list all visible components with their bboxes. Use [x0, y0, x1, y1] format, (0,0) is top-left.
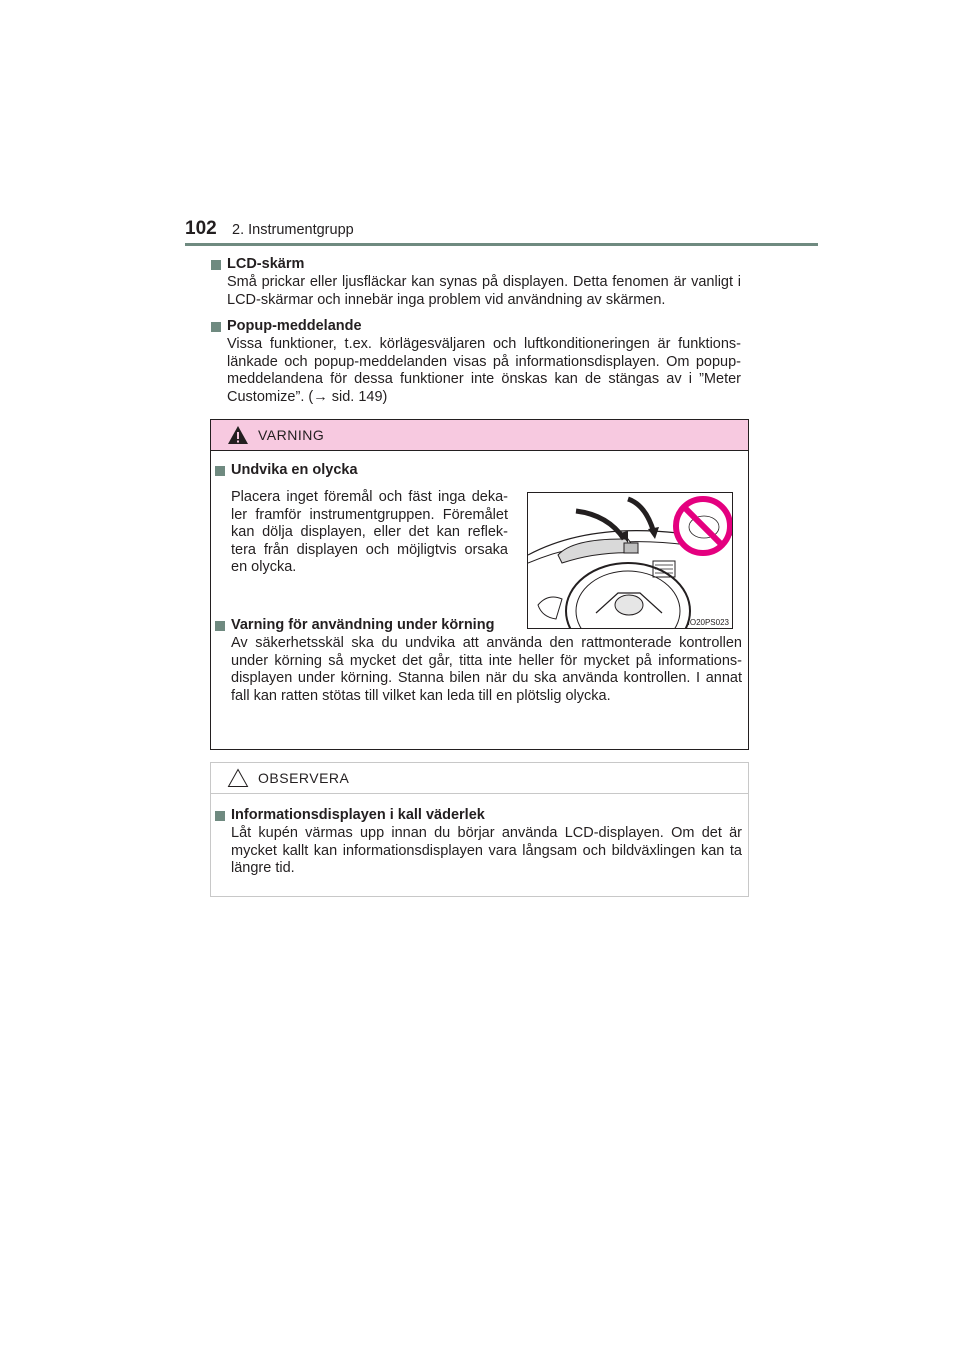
section-title: LCD-skärm	[227, 256, 305, 272]
square-bullet-icon	[211, 260, 221, 270]
section-popup	[211, 317, 741, 406]
warning-label: VARNING	[258, 427, 325, 443]
notice-item-cold	[211, 806, 750, 878]
caution-triangle-icon	[227, 768, 249, 788]
section-body: Små prickar eller ljusfläckar kan synas på displayen. Detta fenomen är vanligt i LCD-skärmar och innebär inga problem vid användning av skärmen.	[227, 274, 741, 308]
section-title: Popup-meddelande	[227, 318, 362, 334]
warning-triangle-icon	[227, 425, 249, 445]
item-title: Undvika en olycka	[231, 462, 358, 478]
section-body: Vissa funktioner, t.ex. körlägesväljaren och luftkonditioneringen är funktions-länkade och popup-meddelanden visas på informationsdisplayen. Om popup-meddelandena för dessa funktioner inte önskas kan de stängas av i ”Meter Customize”. (→ sid. 149)	[227, 336, 741, 405]
page-number: 102	[185, 218, 217, 239]
dashboard-illustration	[527, 492, 733, 629]
item-title: Informationsdisplayen i kall väderlek	[231, 807, 485, 823]
page-header	[185, 218, 820, 248]
item-body: Placera inget föremål och fäst inga deka-ler framför instrumentgruppen. Föremålet kan dölja displayen, eller det kan reflek-tera från displayen och möjligtvis orsaka en olycka.	[231, 489, 508, 575]
square-bullet-icon	[211, 322, 221, 332]
header-rule	[185, 243, 818, 246]
item-title: Varning för användning under körning	[231, 617, 495, 633]
item-body: Av säkerhetsskäl ska du undvika att använda den rattmonterade kontrollen under körning så mycket det går, titta inte heller för mycket på informations-displayen under körning. Stanna bilen när du ska använda kontrollen. I annat fall kan ratten stötas till vilket kan leda till en plötslig olycka.	[231, 635, 742, 704]
figure-code: IO20PS023	[687, 618, 729, 627]
chapter-title: 2. Instrumentgrupp	[232, 222, 354, 238]
notice-header	[211, 763, 748, 794]
warning-item-driving	[211, 616, 750, 705]
notice-box	[210, 762, 749, 897]
dashboard-drawing	[528, 493, 733, 629]
warning-item-accident	[211, 461, 750, 480]
square-bullet-icon	[215, 621, 225, 631]
notice-label: OBSERVERA	[258, 770, 350, 786]
square-bullet-icon	[215, 811, 225, 821]
square-bullet-icon	[215, 466, 225, 476]
section-lcd	[211, 255, 741, 309]
warning-header	[211, 420, 748, 451]
warning-box	[210, 419, 749, 750]
item-body: Låt kupén värmas upp innan du börjar använda LCD-displayen. Om det är mycket kallt kan informationsdisplayen vara långsam och bildväxlingen kan ta längre tid.	[231, 825, 742, 876]
